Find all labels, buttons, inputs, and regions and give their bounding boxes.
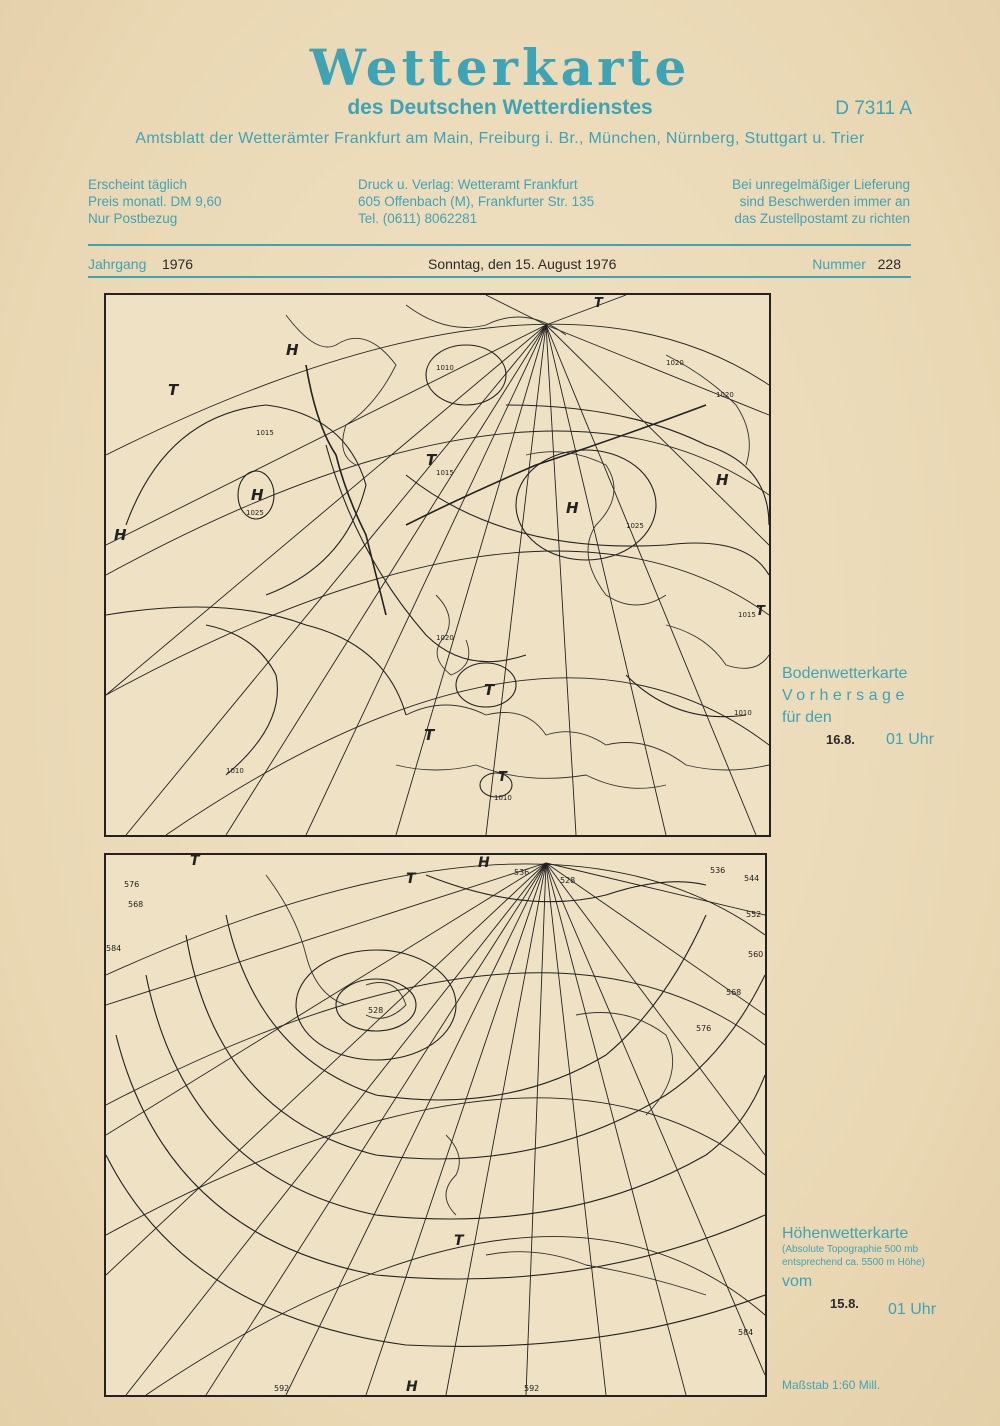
coastlines (286, 305, 769, 788)
issue-number (812, 256, 901, 272)
upper-map-time: 01 Uhr (888, 1301, 937, 1318)
nummer-label: Nummer (812, 256, 866, 272)
contour-value: 584 (106, 944, 122, 953)
info-line: Preis monatl. DM 9,60 (88, 194, 222, 209)
contour-value: 576 (696, 1024, 712, 1033)
info-line: das Zustellpostamt zu richten (734, 211, 910, 226)
isobar-value: 1025 (626, 522, 644, 530)
upper-map-caption-title: Höhenwetterkarte (782, 1225, 909, 1242)
surface-map-caption-sub: Vorhersage (782, 687, 909, 704)
contour-value: 552 (746, 910, 762, 919)
contour-value: 536 (710, 866, 726, 875)
info-line: Tel. (0611) 8062281 (358, 211, 478, 226)
info-line: Bei unregelmäßiger Lieferung (732, 177, 910, 192)
upper-map-drawing (106, 855, 765, 1395)
header-rule-top (88, 244, 911, 246)
isobar-value: 1015 (738, 611, 756, 619)
map-scale: Maßstab 1:60 Mill. (782, 1378, 881, 1392)
upper-map-coastlines (266, 875, 706, 1295)
surface-map-caption-for: für den (782, 709, 832, 726)
meridians (106, 863, 765, 1395)
isobar-value: 1020 (436, 634, 454, 642)
delivery-info (732, 176, 910, 227)
nummer-value: 228 (877, 256, 901, 272)
jahrgang (88, 256, 193, 272)
isobar-value: 1020 (666, 359, 684, 367)
low-pressure-label: T (406, 871, 416, 887)
isobar-value: 1025 (246, 509, 264, 517)
pressure-centers (190, 855, 490, 1395)
header-rule-bottom (88, 276, 911, 278)
contour-value: 544 (744, 874, 760, 883)
publication-code: D 7311 A (835, 98, 912, 119)
surface-map-date: 16.8. (826, 732, 855, 747)
contour-value: 568 (128, 900, 144, 909)
isobar-value: 1020 (716, 391, 734, 399)
isobar-value: 1015 (256, 429, 274, 437)
isobar-value: 1010 (226, 767, 244, 775)
high-pressure-label: H (566, 499, 579, 517)
contour-value: 560 (748, 950, 764, 959)
isobar-value: 1015 (436, 469, 454, 477)
issue-row (88, 256, 911, 274)
upper-map-caption-note: (Absolute Topographie 500 mb (782, 1244, 919, 1255)
low-pressure-label: T (426, 451, 437, 469)
surface-weather-map (104, 293, 771, 837)
info-line: Nur Postbezug (88, 211, 178, 226)
issue-date: Sonntag, den 15. August 1976 (428, 256, 617, 272)
contour-value: 592 (274, 1384, 290, 1393)
publisher-info (358, 176, 594, 227)
height-contours (106, 875, 765, 1346)
parallels (106, 324, 769, 835)
contour-value: 584 (738, 1328, 754, 1337)
contour-value: 528 (560, 876, 576, 885)
amtsblatt-line: Amtsblatt der Wetterämter Frankfurt am Main, Freiburg i. Br., München, Nürnberg, Stuttgart u. Trier (135, 130, 865, 147)
contour-value: 528 (368, 1006, 384, 1015)
contour-value: 592 (524, 1384, 540, 1393)
low-pressure-label: T (424, 726, 435, 744)
info-line: Druck u. Verlag: Wetteramt Frankfurt (358, 177, 578, 192)
fronts (306, 365, 706, 615)
high-pressure-label: H (406, 1379, 418, 1395)
high-pressure-label: H (716, 471, 729, 489)
masthead-subtitle: des Deutschen Wetterdienstes (347, 96, 653, 119)
subscription-info (88, 176, 222, 227)
low-pressure-label: T (756, 604, 765, 619)
surface-map-drawing (106, 295, 769, 835)
upper-map-caption-note: entsprechend ca. 5500 m Höhe) (782, 1257, 925, 1268)
high-pressure-label: H (478, 855, 490, 871)
parallels (106, 864, 765, 1395)
contour-value: 568 (726, 988, 742, 997)
low-pressure-label: T (190, 855, 200, 869)
info-line: 605 Offenbach (M), Frankfurter Str. 135 (358, 194, 595, 209)
upper-map-caption-from: vom (782, 1273, 813, 1290)
contour-value: 576 (124, 880, 140, 889)
low-pressure-label: T (498, 770, 507, 785)
isobar-value: 1010 (494, 794, 512, 802)
upper-air-map (104, 853, 767, 1397)
low-pressure-label: T (168, 381, 179, 399)
surface-map-caption-title: Bodenwetterkarte (782, 665, 908, 682)
info-line: sind Beschwerden immer an (739, 194, 910, 209)
low-pressure-label: T (484, 681, 495, 699)
isobars (106, 345, 769, 797)
info-line: Erscheint täglich (88, 177, 188, 192)
contour-value: 536 (514, 868, 530, 877)
isobar-value: 1010 (436, 364, 454, 372)
low-pressure-label: T (454, 1233, 464, 1249)
isobar-value: 1010 (734, 709, 752, 717)
upper-map-date: 15.8. (830, 1296, 859, 1311)
isobar-values (226, 359, 756, 802)
surface-map-time: 01 Uhr (886, 731, 935, 748)
low-pressure-label: T (594, 296, 603, 311)
masthead-title: Wetterkarte (309, 38, 691, 97)
high-pressure-label: H (286, 341, 299, 359)
jahrgang-value: 1976 (161, 256, 194, 272)
jahrgang-label: Jahrgang (88, 256, 147, 272)
high-pressure-label: H (114, 526, 127, 544)
high-pressure-label: H (251, 486, 264, 504)
